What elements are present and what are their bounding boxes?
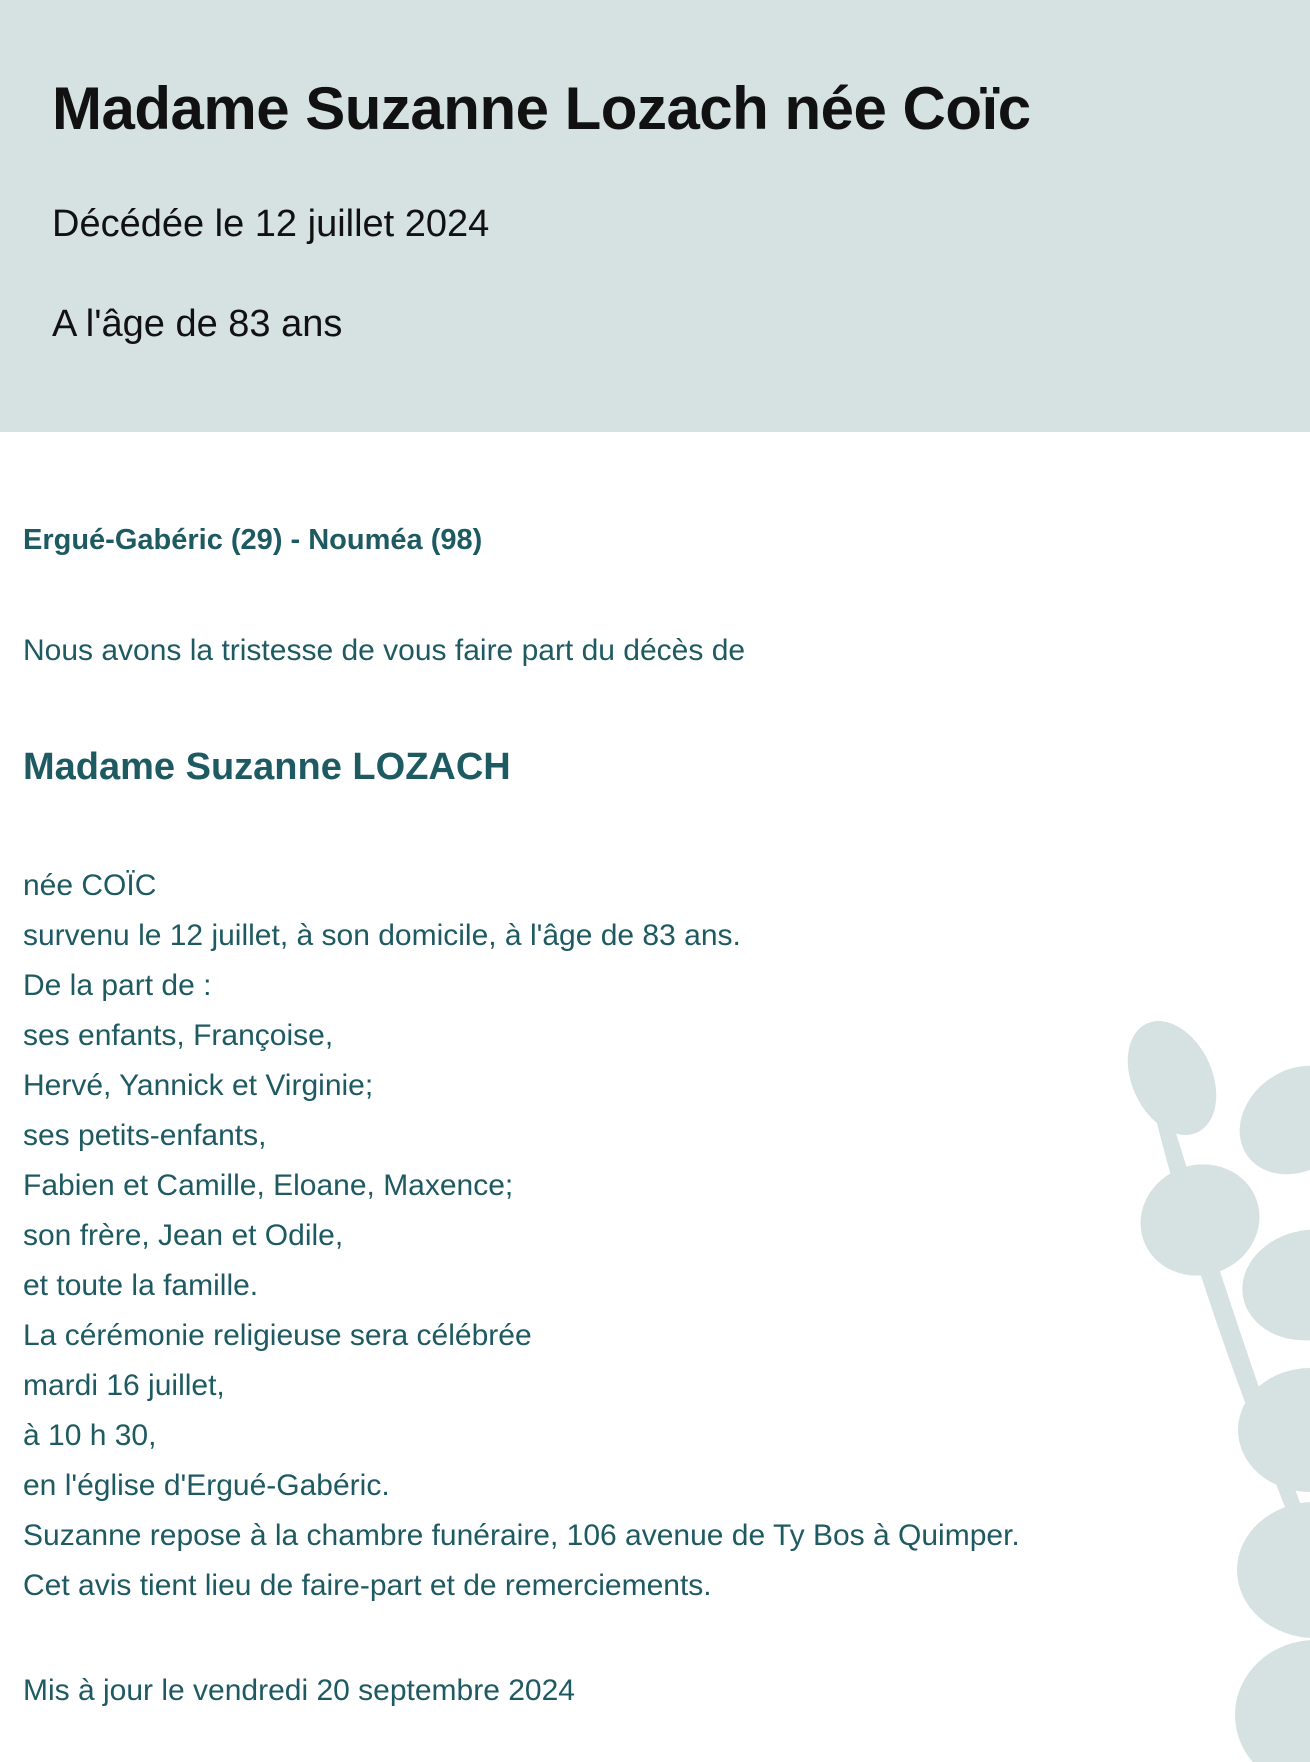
notice-line: De la part de : xyxy=(23,969,212,1002)
notice-line: ses enfants, Françoise, xyxy=(23,1019,334,1052)
notice-line: née COÏC xyxy=(23,869,157,902)
notice-line: Suzanne repose à la chambre funéraire, 106 avenue de Ty Bos à Quimper. xyxy=(23,1519,1020,1552)
notice-line: survenu le 12 juillet, à son domicile, à l'âge de 83 ans. xyxy=(23,919,741,952)
notice-line: La cérémonie religieuse sera célébrée xyxy=(23,1319,532,1352)
notice-line: à 10 h 30, xyxy=(23,1419,157,1452)
deceased-name: Madame Suzanne LOZACH xyxy=(23,746,511,788)
header-banner xyxy=(0,0,1310,432)
notice-line: son frère, Jean et Odile, xyxy=(23,1219,344,1252)
notice-line: et toute la famille. xyxy=(23,1269,259,1302)
notice-line: en l'église d'Ergué-Gabéric. xyxy=(23,1469,390,1502)
intro-text: Nous avons la tristesse de vous faire part du décès de xyxy=(23,634,746,667)
location-heading: Ergué-Gabéric (29) - Nouméa (98) xyxy=(23,524,483,556)
age-at-death: A l'âge de 83 ans xyxy=(52,303,343,345)
page-title: Madame Suzanne Lozach née Coïc xyxy=(52,75,1031,142)
leaf-branch-icon xyxy=(1120,1010,1310,1762)
notice-line: mardi 16 juillet, xyxy=(23,1369,225,1402)
notice-body xyxy=(23,861,1020,1611)
death-date: Décédée le 12 juillet 2024 xyxy=(52,203,490,245)
notice-line: Hervé, Yannick et Virginie; xyxy=(23,1069,374,1102)
notice-line: Cet avis tient lieu de faire-part et de remerciements. xyxy=(23,1569,712,1602)
notice-line: ses petits-enfants, xyxy=(23,1119,267,1152)
updated-date: Mis à jour le vendredi 20 septembre 2024 xyxy=(23,1674,575,1707)
notice-line: Fabien et Camille, Eloane, Maxence; xyxy=(23,1169,514,1202)
